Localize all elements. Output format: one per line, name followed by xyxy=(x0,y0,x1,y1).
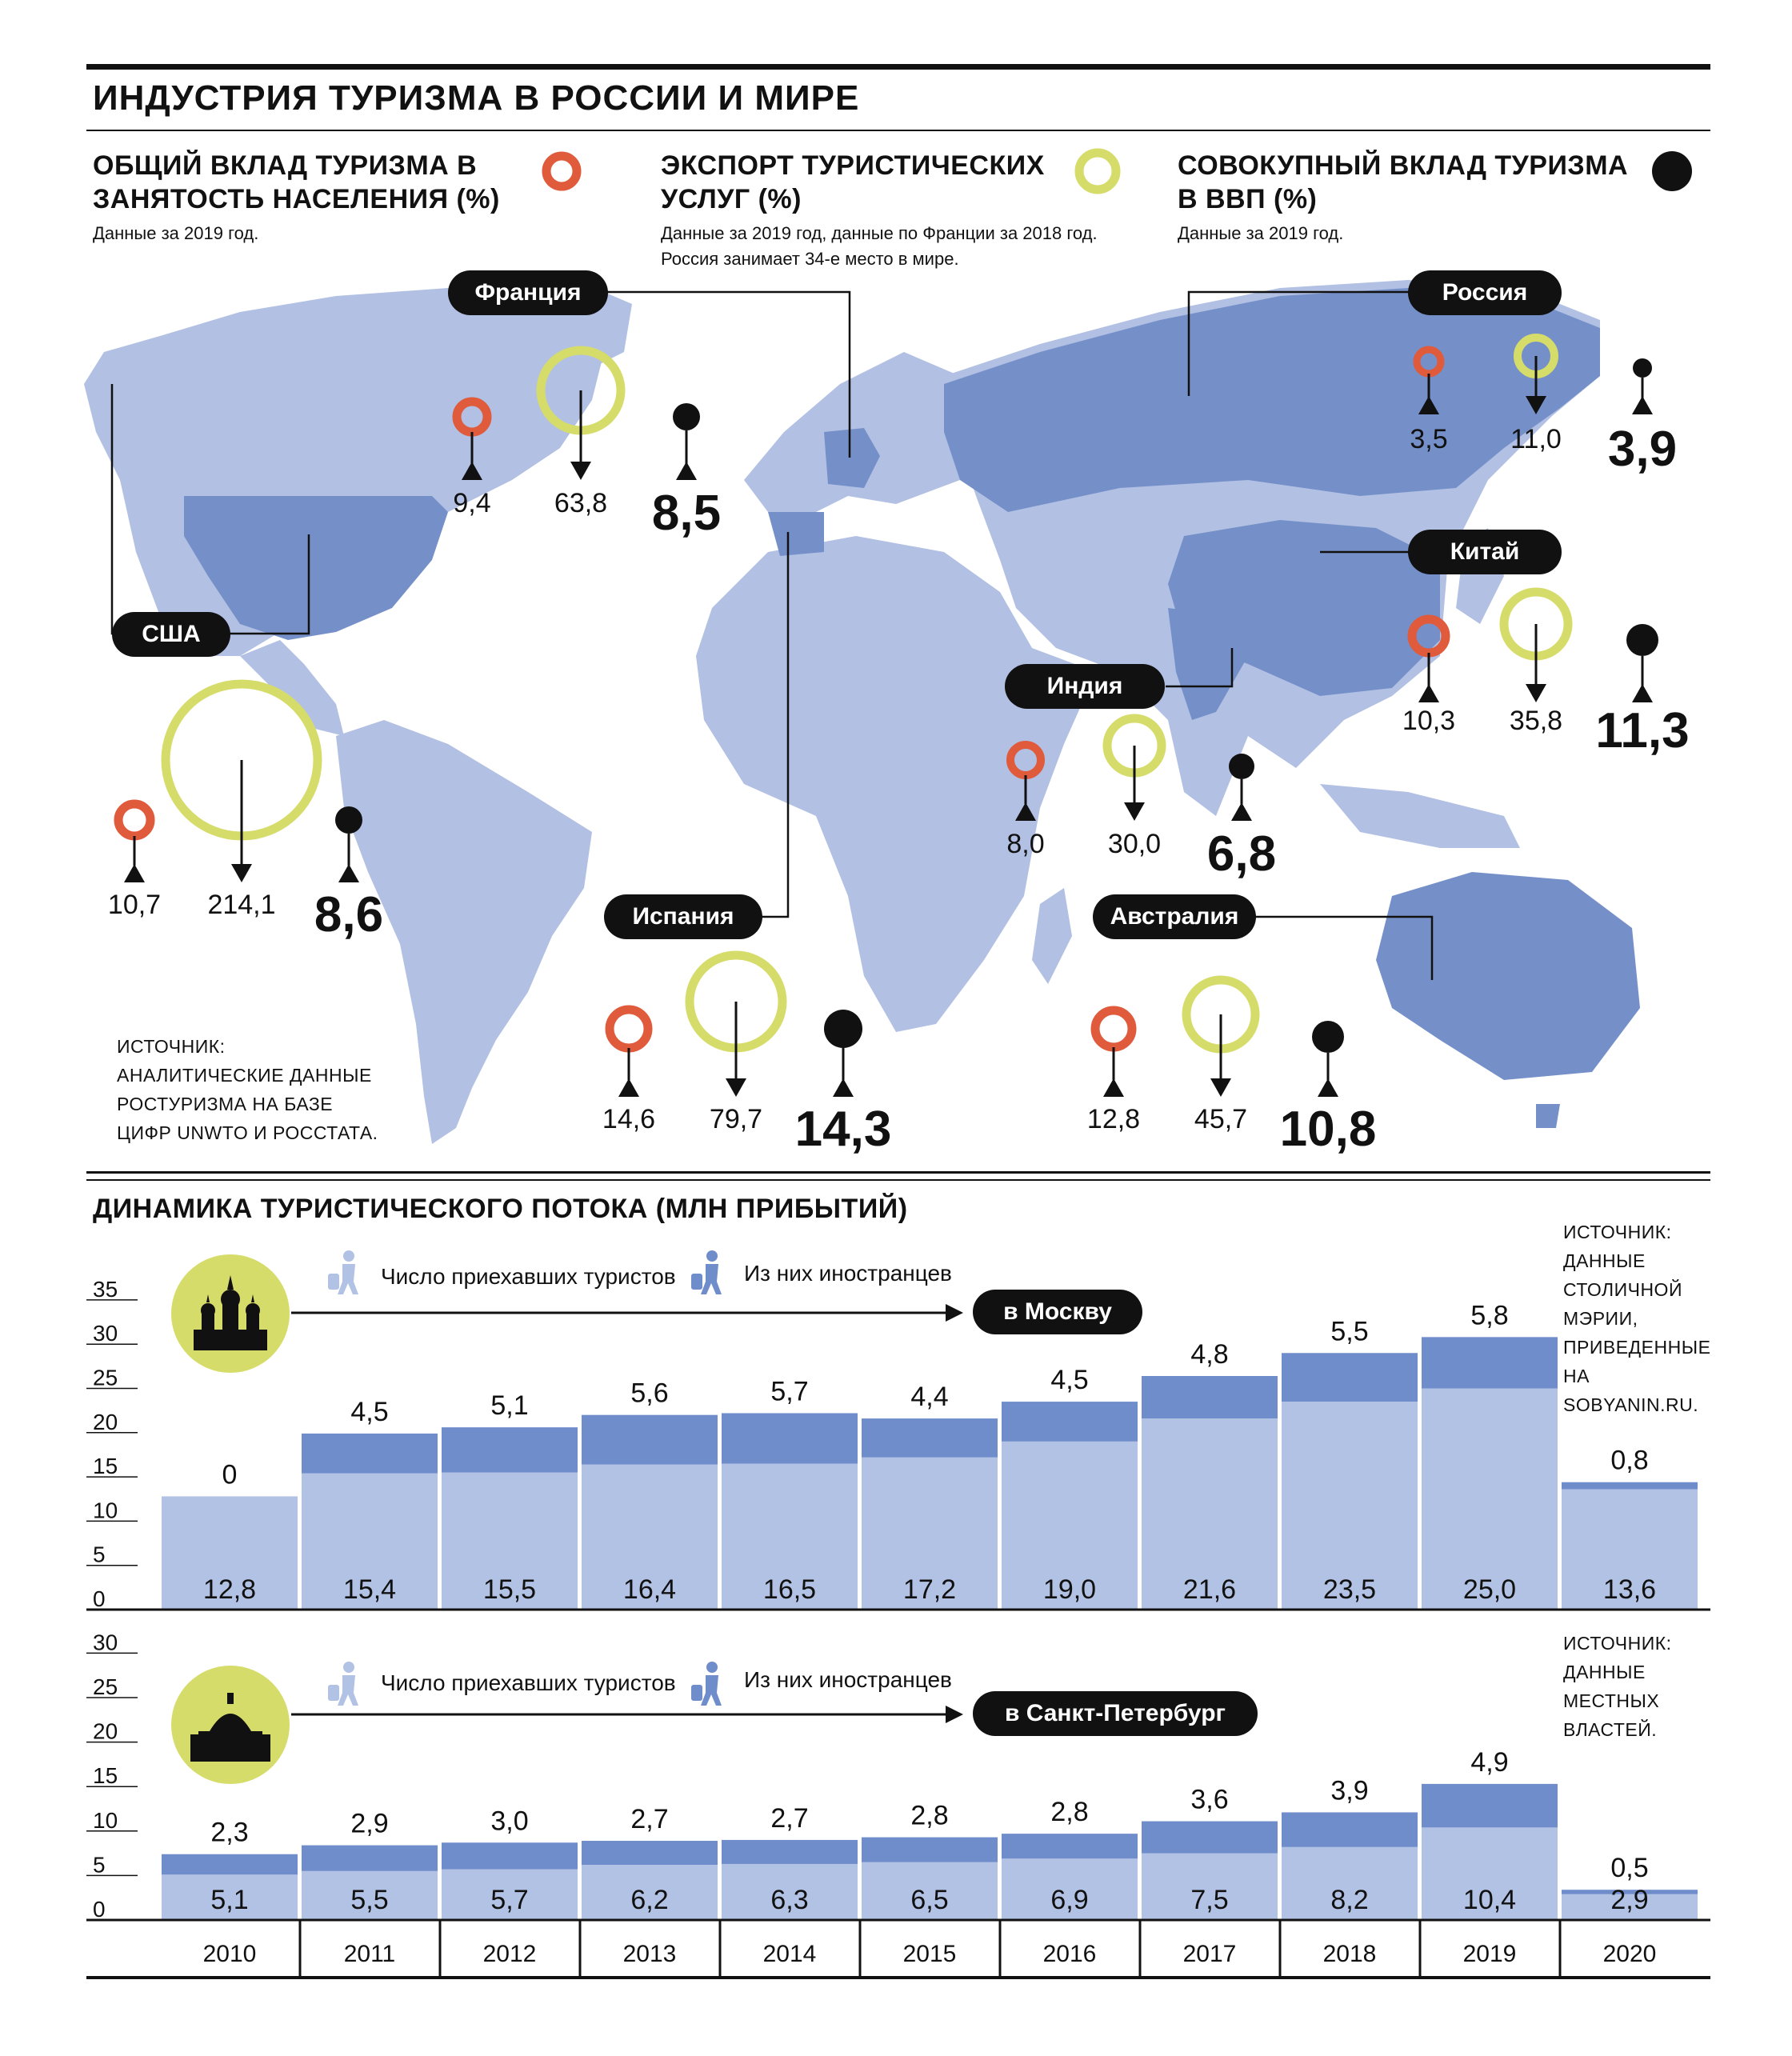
spb-ytick-label: 0 xyxy=(93,1897,106,1922)
year-label: 2017 xyxy=(1182,1941,1237,1967)
australia-employment-value: 12,8 xyxy=(1086,1104,1141,1134)
spb-legend-total: Число приехавших туристов xyxy=(381,1670,676,1695)
spb-ytick-label: 30 xyxy=(93,1630,118,1655)
spb-legend-total-icon xyxy=(318,1661,366,1706)
page-title: ИНДУСТРИЯ ТУРИЗМА В РОССИИ И МИРЕ xyxy=(93,78,860,118)
moscow-base-label: 12,8 xyxy=(202,1574,257,1605)
moscow-base-label: 21,6 xyxy=(1182,1574,1237,1605)
moscow-bar-foreign xyxy=(302,1434,438,1474)
russia-export-value: 11,0 xyxy=(1510,424,1562,454)
moscow-foreign-label: 5,1 xyxy=(490,1390,529,1422)
country-label-spain: Испания xyxy=(604,894,762,939)
moscow-foreign-label: 0,8 xyxy=(1610,1445,1649,1476)
legend-employment-title: ОБЩИЙ ВКЛАД ТУРИЗМА В ЗАНЯТОСТЬ НАСЕЛЕНИЯ (%) xyxy=(93,150,500,214)
legend-export-note: Данные за 2019 год, данные по Франции за 2018 год. Россия занимает 34-е место в мире. xyxy=(661,223,1098,269)
moscow-bar-foreign xyxy=(582,1415,718,1465)
china-gdp-value: 11,3 xyxy=(1595,703,1690,758)
india-employment-value: 8,0 xyxy=(1006,829,1045,859)
moscow-bar-foreign xyxy=(722,1413,858,1463)
year-label: 2016 xyxy=(1042,1941,1097,1967)
spb-base-label: 6,9 xyxy=(1050,1885,1089,1915)
spb-base-label: 5,7 xyxy=(490,1885,529,1915)
moscow-base-label: 13,6 xyxy=(1602,1574,1657,1605)
russia-gdp-value: 3,9 xyxy=(1607,422,1678,477)
spb-base-label: 5,1 xyxy=(210,1885,249,1915)
moscow-legend-total-icon xyxy=(318,1250,366,1294)
spb-bar-foreign xyxy=(1282,1812,1418,1846)
section-title: ДИНАМИКА ТУРИСТИЧЕСКОГО ПОТОКА (МЛН ПРИБЫТИЙ) xyxy=(93,1194,908,1224)
moscow-bar-foreign xyxy=(1562,1482,1698,1490)
spain-export-value: 79,7 xyxy=(709,1104,763,1134)
moscow-foreign-label: 5,5 xyxy=(1330,1316,1369,1347)
legend-gdp-title: СОВОКУПНЫЙ ВКЛАД ТУРИЗМА В ВВП (%) xyxy=(1178,150,1629,214)
moscow-ytick-label: 20 xyxy=(93,1409,118,1434)
country-label-australia: Австралия xyxy=(1093,894,1256,939)
spain-gdp-value: 14,3 xyxy=(794,1102,892,1157)
moscow-ytick-label: 10 xyxy=(93,1498,118,1523)
year-label: 2020 xyxy=(1602,1941,1657,1967)
spb-foreign-label: 2,8 xyxy=(1050,1797,1089,1828)
spb-base-label: 6,3 xyxy=(770,1885,809,1915)
moscow-base-label: 15,5 xyxy=(482,1574,537,1605)
year-label: 2018 xyxy=(1322,1941,1377,1967)
map-source-note: ИСТОЧНИК: АНАЛИТИЧЕСКИЕ ДАННЫЕ РОСТУРИЗМА НА БАЗЕ ЦИФР UNWTO И РОССТАТА. xyxy=(117,1036,378,1143)
country-label-china: Китай xyxy=(1408,530,1562,574)
moscow-ytick-label: 5 xyxy=(93,1542,106,1567)
spb-bar-foreign xyxy=(862,1838,998,1862)
france-employment-value: 9,4 xyxy=(453,488,491,518)
spain-employment-value: 14,6 xyxy=(602,1104,656,1134)
moscow-foreign-label: 0 xyxy=(222,1459,238,1490)
spb-source-note: ИСТОЧНИК: ДАННЫЕ МЕСТНЫХ ВЛАСТЕЙ. xyxy=(1563,1633,1672,1740)
spb-legend-foreign-icon xyxy=(682,1661,730,1706)
spb-chart-label: в Санкт-Петербург xyxy=(973,1691,1258,1736)
moscow-ytick-label: 30 xyxy=(93,1321,118,1346)
spb-bar-foreign xyxy=(162,1854,298,1875)
moscow-ytick-label: 25 xyxy=(93,1365,118,1390)
spb-base-label: 5,5 xyxy=(350,1885,389,1915)
moscow-foreign-label: 5,8 xyxy=(1470,1300,1509,1331)
spb-ytick-label: 15 xyxy=(93,1763,118,1789)
moscow-bar-foreign xyxy=(862,1418,998,1458)
spb-foreign-label: 4,9 xyxy=(1470,1746,1509,1778)
spb-legend-foreign: Из них иностранцев xyxy=(744,1667,952,1692)
moscow-foreign-label: 4,5 xyxy=(1050,1365,1089,1396)
moscow-foreign-label: 4,8 xyxy=(1190,1339,1229,1370)
spb-bar-foreign xyxy=(1422,1784,1558,1827)
year-label: 2011 xyxy=(343,1941,396,1967)
spb-foreign-label: 3,0 xyxy=(490,1806,529,1837)
moscow-bar-foreign xyxy=(1142,1376,1278,1418)
india-gdp-value: 6,8 xyxy=(1206,826,1277,882)
spb-foreign-label: 2,7 xyxy=(630,1804,669,1835)
russia-employment-value: 3,5 xyxy=(1410,424,1448,454)
australia-export-value: 45,7 xyxy=(1194,1104,1248,1134)
moscow-emblem-icon xyxy=(170,1253,291,1374)
moscow-base-label: 23,5 xyxy=(1322,1574,1377,1605)
moscow-foreign-label: 5,7 xyxy=(770,1376,809,1407)
france-gdp-value: 8,5 xyxy=(651,486,722,541)
spb-base-label: 10,4 xyxy=(1462,1885,1517,1915)
country-label-usa: США xyxy=(112,612,230,657)
moscow-bar-foreign xyxy=(1282,1353,1418,1402)
moscow-ytick-label: 0 xyxy=(93,1586,106,1611)
moscow-base-label: 16,4 xyxy=(622,1574,677,1605)
spb-bar-foreign xyxy=(442,1842,578,1869)
usa-gdp-value: 8,6 xyxy=(314,887,384,942)
spb-arrow xyxy=(291,1702,971,1726)
spb-base-label: 6,2 xyxy=(630,1885,669,1915)
china-export-value: 35,8 xyxy=(1509,706,1563,736)
moscow-base-label: 25,0 xyxy=(1462,1574,1517,1605)
moscow-base-label: 17,2 xyxy=(902,1574,957,1605)
moscow-legend-total: Число приехавших туристов xyxy=(381,1264,676,1289)
moscow-legend-foreign: Из них иностранцев xyxy=(744,1261,952,1286)
moscow-arrow xyxy=(291,1301,971,1325)
spb-foreign-label: 2,3 xyxy=(210,1817,249,1848)
france-export-value: 63,8 xyxy=(554,488,608,518)
year-label: 2012 xyxy=(482,1941,537,1967)
spb-base-label: 7,5 xyxy=(1190,1885,1229,1915)
country-label-india: Индия xyxy=(1005,664,1165,709)
moscow-bar-foreign xyxy=(1002,1402,1138,1442)
moscow-chart-label: в Москву xyxy=(973,1290,1142,1334)
spb-foreign-label: 3,9 xyxy=(1330,1775,1369,1806)
moscow-base-label: 15,4 xyxy=(342,1574,397,1605)
year-label: 2014 xyxy=(762,1941,817,1967)
country-label-russia: Россия xyxy=(1408,270,1562,315)
usa-employment-value: 10,7 xyxy=(107,890,162,920)
spb-emblem-icon xyxy=(170,1664,291,1786)
moscow-source-note: ИСТОЧНИК: ДАННЫЕ СТОЛИЧНОЙ МЭРИИ, ПРИВЕДЕННЫЕ НА SOBYANIN.RU. xyxy=(1563,1222,1711,1415)
spb-ytick-label: 25 xyxy=(93,1674,118,1699)
spb-bar-foreign xyxy=(722,1840,858,1864)
usa-export-value: 214,1 xyxy=(207,890,276,920)
moscow-foreign-label: 5,6 xyxy=(630,1378,669,1409)
spb-foreign-label: 3,6 xyxy=(1190,1784,1229,1815)
india-export-value: 30,0 xyxy=(1107,829,1162,859)
spb-ytick-label: 20 xyxy=(93,1718,118,1744)
australia-gdp-value: 10,8 xyxy=(1279,1102,1377,1157)
spb-foreign-label: 2,8 xyxy=(910,1800,949,1831)
year-label: 2019 xyxy=(1462,1941,1517,1967)
spb-base-label: 8,2 xyxy=(1330,1885,1369,1915)
year-label: 2013 xyxy=(622,1941,677,1967)
moscow-foreign-label: 4,4 xyxy=(910,1382,949,1413)
spb-bar-foreign xyxy=(1142,1822,1278,1854)
spb-bar-foreign xyxy=(1002,1834,1138,1858)
spb-ytick-label: 5 xyxy=(93,1852,106,1878)
moscow-ytick-label: 35 xyxy=(93,1276,118,1302)
spb-ytick-label: 10 xyxy=(93,1807,118,1833)
spb-bar-foreign xyxy=(302,1846,438,1871)
spb-foreign-label: 2,7 xyxy=(770,1802,809,1834)
moscow-base-label: 16,5 xyxy=(762,1574,817,1605)
moscow-bar-foreign xyxy=(1422,1337,1558,1388)
spb-bar-foreign xyxy=(582,1841,718,1865)
legend-export-title: ЭКСПОРТ ТУРИСТИЧЕСКИХ УСЛУГ (%) xyxy=(661,150,1045,214)
spb-base-label: 6,5 xyxy=(910,1885,949,1915)
legend-employment-note: Данные за 2019 год. xyxy=(93,223,259,243)
country-label-france: Франция xyxy=(448,270,608,315)
year-label: 2010 xyxy=(202,1941,257,1967)
moscow-foreign-label: 4,5 xyxy=(350,1396,389,1427)
legend-gdp-note: Данные за 2019 год. xyxy=(1178,223,1344,243)
moscow-bar-foreign xyxy=(442,1427,578,1472)
year-label: 2015 xyxy=(902,1941,957,1967)
spb-foreign-label: 0,5 xyxy=(1610,1853,1649,1884)
spb-base-label: 2,9 xyxy=(1610,1885,1649,1915)
spb-foreign-label: 2,9 xyxy=(350,1808,389,1839)
china-employment-value: 10,3 xyxy=(1402,706,1456,736)
moscow-base-label: 19,0 xyxy=(1042,1574,1097,1605)
moscow-ytick-label: 15 xyxy=(93,1454,118,1479)
bottom-rule xyxy=(86,1976,1710,1979)
moscow-legend-foreign-icon xyxy=(682,1250,730,1294)
